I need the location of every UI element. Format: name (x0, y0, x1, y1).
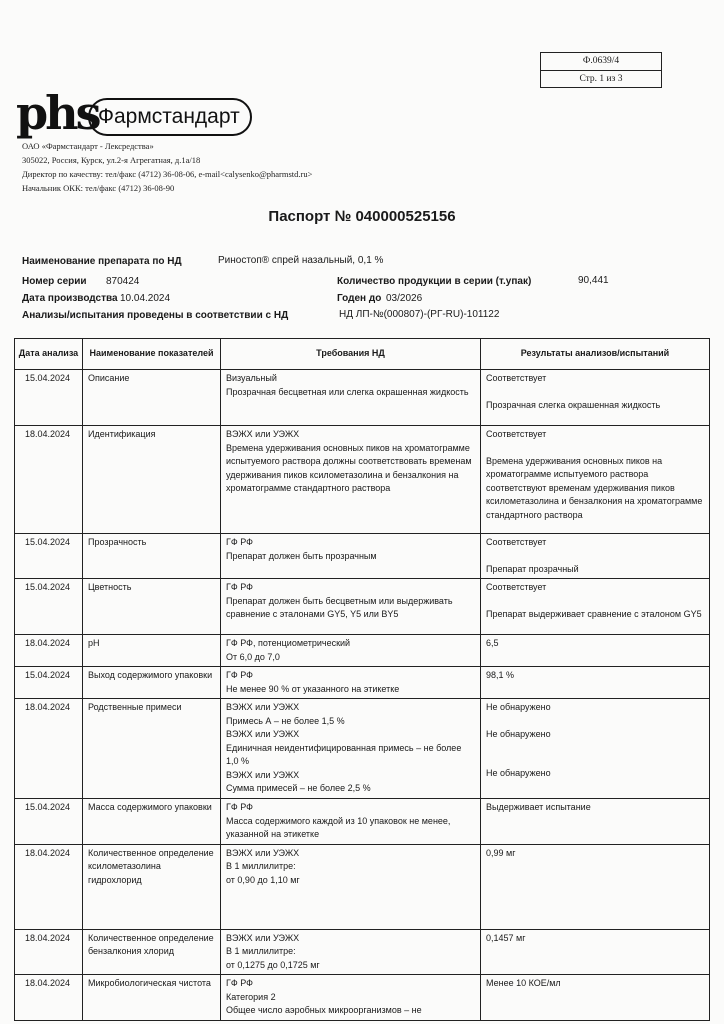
cell-indicator (83, 370, 221, 426)
cell-result-line (486, 741, 705, 754)
expiry-value: 03/2026 (386, 293, 423, 304)
page-number: Стр. 1 из 3 (541, 70, 661, 88)
company-logo-name: Фармстандарт (88, 98, 252, 136)
table-row (15, 975, 710, 1021)
cell-result (481, 534, 710, 579)
cell-result (481, 426, 710, 534)
cell-result-line: Препарат выдерживает сравнение с эталоном GY5 (486, 608, 702, 619)
cell-requirement-line: В 1 миллилитре: (226, 946, 296, 956)
cell-result-line: Не обнаружено (486, 728, 551, 739)
nd-value: НД ЛП-№(000807)-(РГ-RU)-101122 (339, 309, 500, 320)
expiry-label: Годен до (337, 293, 382, 304)
company-logo-letters: phs (16, 86, 99, 140)
cell-result (481, 370, 710, 426)
cell-requirement (221, 426, 481, 534)
cell-requirement-line: ВЭЖХ или УЭЖХ (226, 769, 300, 780)
cell-result (481, 799, 710, 845)
cell-result-line: Прозрачная слегка окрашенная жидкость (486, 399, 661, 410)
series-value: 870424 (106, 276, 140, 287)
cell-requirement-line: ГФ РФ (226, 670, 253, 680)
cell-requirement-line: Не менее 90 % от указанного на этикетке (226, 683, 400, 694)
table-row (15, 799, 710, 845)
quantity-value: 90,441 (578, 275, 609, 286)
cell-result-line: Выдерживает испытание (486, 802, 591, 812)
header-results: Результаты анализов/испытаний (481, 339, 710, 370)
cell-indicator-line: Выход содержимого упаковки (88, 670, 213, 680)
cell-indicator (83, 426, 221, 534)
cell-indicator (83, 699, 221, 799)
cell-date: 18.04.2024 (15, 929, 83, 975)
cell-requirement-line: от 0,1275 до 0,1725 мг (226, 959, 320, 970)
cell-requirement-line: Времена удерживания основных пиков на хроматограмме испытуемого раствора должны соответствовать временам удерживания пиков ксилометазолина и бензалкония на хроматограмме стандартного раствора (226, 442, 472, 493)
series-label: Номер серии (22, 276, 87, 287)
cell-result-line: Препарат прозрачный (486, 563, 579, 574)
quantity-label: Количество продукции в серии (т.упак) (337, 276, 532, 287)
cell-result (481, 635, 710, 667)
cell-requirement-line: Масса содержимого каждой из 10 упаковок не менее, указанной на этикетке (226, 815, 451, 839)
table-row (15, 699, 710, 799)
cell-requirement (221, 844, 481, 929)
cell-result-line (486, 442, 705, 455)
cell-result-line: Не обнаружено (486, 702, 551, 712)
cell-requirement-line: Категория 2 (226, 991, 276, 1002)
cell-requirement-line: Прозрачная бесцветная или слегка окрашенная жидкость (226, 386, 469, 397)
cell-indicator (83, 579, 221, 635)
cell-result-line: Не обнаружено (486, 768, 551, 778)
cell-requirement-line: В 1 миллилитре: (226, 861, 296, 871)
cell-indicator-line: pH (88, 638, 100, 648)
cell-requirement (221, 635, 481, 667)
cell-requirement-line: ГФ РФ (226, 802, 253, 812)
cell-indicator (83, 667, 221, 699)
cell-indicator-line: Количественное определение бензалкония хлорид (88, 932, 214, 956)
cell-requirement-line: ВЭЖХ или УЭЖХ (226, 729, 300, 739)
cell-indicator-line: Идентификация (88, 429, 156, 439)
table-row (15, 534, 710, 579)
table-header-row (15, 339, 710, 370)
cell-result-line: Соответствует (486, 429, 547, 439)
cell-date: 18.04.2024 (15, 426, 83, 534)
cell-result (481, 975, 710, 1021)
table-row (15, 635, 710, 667)
cell-indicator-line: Микробиологическая чистота (88, 978, 211, 988)
cell-requirement-line: ВЭЖХ или УЭЖХ (226, 847, 300, 858)
cell-result-line: Менее 10 КОЕ/мл (486, 978, 561, 988)
cell-requirement-line: Единичная неидентифицированная примесь – не более 1,0 % (226, 742, 462, 766)
cell-requirement-line: ГФ РФ, потенциометрический (226, 638, 351, 648)
cell-result-line (486, 595, 705, 608)
nd-label: Анализы/испытания проведены в соответствии с НД (22, 310, 289, 321)
page-title: Паспорт № 040000525156 (268, 208, 456, 225)
cell-requirement (221, 534, 481, 579)
cell-date: 18.04.2024 (15, 844, 83, 929)
cell-requirement (221, 799, 481, 845)
cell-requirement-line: Визуальный (226, 373, 277, 383)
cell-indicator (83, 929, 221, 975)
cell-date: 15.04.2024 (15, 799, 83, 845)
form-code-box (540, 52, 662, 88)
cell-requirement (221, 975, 481, 1021)
product-name-label: Наименование препарата по НД (22, 256, 182, 267)
table-row (15, 844, 710, 929)
header-requirements: Требования НД (221, 339, 481, 370)
cell-indicator-line: Прозрачность (88, 537, 147, 547)
cell-indicator (83, 975, 221, 1021)
cell-indicator-line: Масса содержимого упаковки (88, 802, 212, 812)
cell-requirement-line: Сумма примесей – не более 2,5 % (226, 783, 371, 793)
table-row (15, 370, 710, 426)
table-row (15, 929, 710, 975)
cell-result (481, 699, 710, 799)
cell-requirement-line: ВЭЖХ или УЭЖХ (226, 702, 300, 712)
company-address: 305022, Россия, Курск, ул.2-я Агрегатная, д.1а/18 (22, 155, 201, 165)
company-name: ОАО «Фармстандарт - Лексредства» (22, 141, 154, 151)
cell-requirement-line: ГФ РФ (226, 978, 253, 988)
cell-requirement-line: Препарат должен быть бесцветным или выдерживать сравнение с эталонами GY5, Y5 или BY5 (226, 595, 453, 619)
cell-requirement-line: Примесь А – не более 1,5 % (226, 715, 345, 726)
quality-director-contact: Директор по качеству: тел/факс (4712) 36-08-06, e-mail<calysenko@pharmstd.ru> (22, 169, 313, 179)
cell-requirement-line: От 6,0 до 7,0 (226, 651, 280, 662)
form-code: Ф.0639/4 (582, 56, 620, 66)
cell-requirement-line: от 0,90 до 1,10 мг (226, 874, 300, 885)
table-row (15, 579, 710, 635)
cell-requirement-line: ВЭЖХ или УЭЖХ (226, 429, 300, 439)
cell-result (481, 844, 710, 929)
cell-result-line: Соответствует (486, 537, 547, 547)
cell-requirement (221, 667, 481, 699)
cell-indicator-line: Цветность (88, 582, 132, 592)
cell-result-line: 0,99 мг (486, 847, 516, 858)
cell-requirement-line: ГФ РФ (226, 582, 253, 592)
cell-date: 15.04.2024 (15, 534, 83, 579)
cell-requirement-line: Препарат должен быть прозрачным (226, 550, 377, 561)
cell-result-line: Соответствует (486, 373, 547, 383)
cell-indicator (83, 799, 221, 845)
cell-result-line (486, 715, 705, 728)
cell-date: 18.04.2024 (15, 699, 83, 799)
cell-indicator (83, 844, 221, 929)
cell-requirement-line: ГФ РФ (226, 537, 253, 547)
product-name-value: Риностоп® спрей назальный, 0,1 % (218, 255, 384, 266)
analysis-table (14, 338, 710, 1021)
cell-result-line (486, 550, 705, 563)
cell-result (481, 929, 710, 975)
cell-result-line: Соответствует (486, 582, 547, 592)
table-row (15, 667, 710, 699)
cell-result (481, 579, 710, 635)
cell-result-line: Времена удерживания основных пиков на хроматограмме испытуемого раствора соответствуют временам удерживания пиков ксилометазолина и бензалкония на хроматограмме стандартного раствора (486, 455, 703, 520)
cell-result-line (486, 386, 705, 399)
qc-head-contact: Начальник ОКК: тел/факс (4712) 36-08-90 (22, 183, 175, 193)
cell-result (481, 667, 710, 699)
cell-indicator-line: Описание (88, 373, 130, 383)
production-date-value: 10.04.2024 (120, 293, 171, 304)
table-row (15, 426, 710, 534)
cell-indicator-line: Родственные примеси (88, 702, 182, 712)
cell-requirement (221, 370, 481, 426)
cell-date: 15.04.2024 (15, 370, 83, 426)
cell-date: 15.04.2024 (15, 667, 83, 699)
cell-result-line: 0,1457 мг (486, 932, 526, 943)
cell-date: 18.04.2024 (15, 975, 83, 1021)
cell-indicator-line: Количественное определение ксилометазолина гидрохлорид (88, 847, 214, 885)
cell-requirement-line: ВЭЖХ или УЭЖХ (226, 932, 300, 943)
cell-indicator (83, 534, 221, 579)
cell-result-line: 6,5 (486, 638, 499, 648)
cell-result-line (486, 754, 705, 767)
cell-requirement-line: Общее число аэробных микроорганизмов – не (226, 1005, 422, 1015)
table-body (15, 370, 710, 1021)
production-date-label: Дата производства (22, 293, 118, 304)
header-date: Дата анализа (15, 339, 83, 370)
header-indicator: Наименование показателей (83, 339, 221, 370)
cell-requirement (221, 699, 481, 799)
cell-date: 18.04.2024 (15, 635, 83, 667)
cell-result-line: 98,1 % (486, 670, 515, 680)
cell-indicator (83, 635, 221, 667)
cell-date: 15.04.2024 (15, 579, 83, 635)
cell-requirement (221, 579, 481, 635)
cell-requirement (221, 929, 481, 975)
